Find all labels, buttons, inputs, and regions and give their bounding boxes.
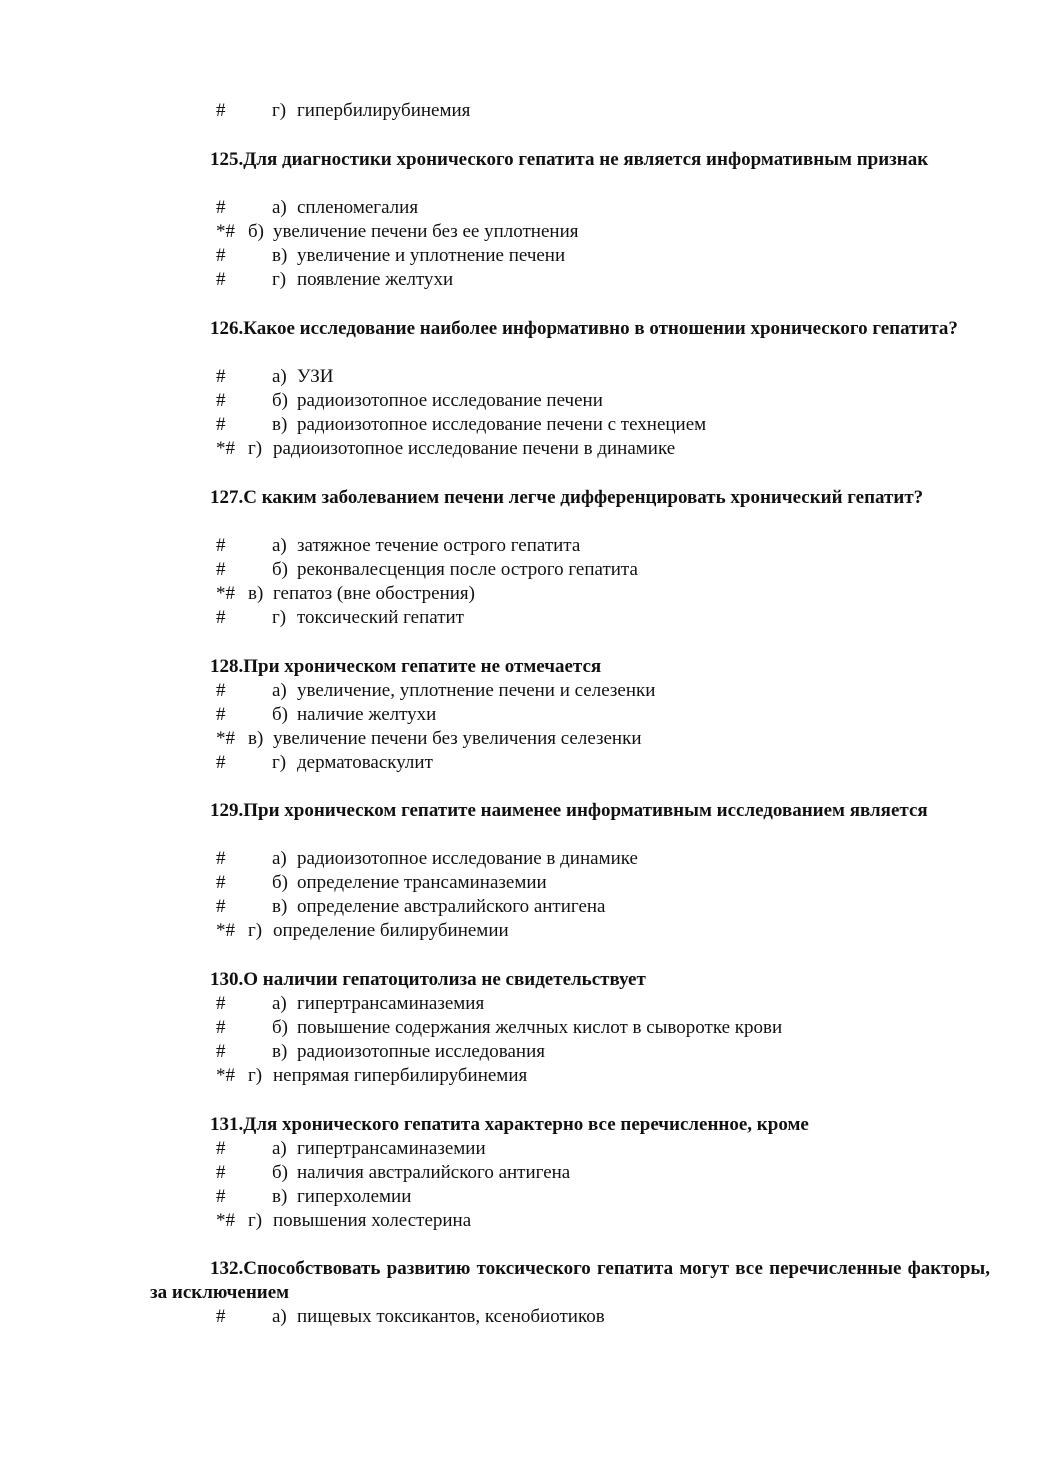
option-letter: г) (248, 1210, 263, 1231)
option-letter: а) (272, 1138, 287, 1159)
option-marker: *# (216, 728, 235, 749)
option-marker: *# (216, 1065, 235, 1086)
answer-option (0, 196, 1039, 220)
question-text: 125.Для диагностики хронического гепатита не является информативным признак (210, 149, 929, 170)
answer-option (0, 99, 1039, 123)
option-letter: а) (272, 366, 287, 387)
option-marker: # (216, 993, 226, 1014)
option-letter: б) (272, 390, 288, 411)
option-letter: г) (248, 438, 263, 459)
answer-option (0, 582, 1039, 606)
option-text: определение австралийского антигена (297, 896, 606, 917)
answer-option (0, 534, 1039, 558)
option-letter: г) (272, 100, 287, 121)
option-marker: # (216, 848, 226, 869)
answer-option (0, 1209, 1039, 1233)
option-marker: # (216, 245, 226, 266)
option-marker: # (216, 1041, 226, 1062)
answer-option (0, 558, 1039, 582)
option-letter: в) (272, 414, 288, 435)
option-marker: # (216, 607, 226, 628)
option-text: радиоизотопное исследование в динамике (297, 848, 638, 869)
option-letter: г) (248, 920, 263, 941)
option-text: наличия австралийского антигена (297, 1162, 571, 1183)
answer-option (0, 1137, 1039, 1161)
option-marker: *# (216, 438, 235, 459)
option-marker: # (216, 1186, 226, 1207)
answer-option (0, 992, 1039, 1016)
option-letter: б) (272, 872, 288, 893)
option-text: определение билирубинемии (273, 920, 509, 941)
option-marker: # (216, 559, 226, 580)
option-letter: а) (272, 993, 287, 1014)
answer-option (0, 751, 1039, 775)
option-text: определение трансаминаземии (297, 872, 547, 893)
option-marker: # (216, 366, 226, 387)
answer-option (0, 919, 1039, 943)
option-letter: б) (248, 221, 264, 242)
answer-option (0, 1064, 1039, 1088)
option-text: увеличение печени без увеличения селезенки (273, 728, 642, 749)
option-text: гипертрансаминаземии (297, 1138, 486, 1159)
answer-option (0, 847, 1039, 871)
option-letter: в) (272, 1186, 288, 1207)
option-marker: # (216, 1138, 226, 1159)
option-marker: # (216, 535, 226, 556)
option-marker: # (216, 100, 226, 121)
question-text: 129.При хроническом гепатите наименее информативным исследованием является (210, 800, 928, 821)
option-marker: # (216, 197, 226, 218)
answer-option (0, 437, 1039, 461)
answer-option (0, 1185, 1039, 1209)
option-letter: а) (272, 535, 287, 556)
question-text: 130.О наличии гепатоцитолиза не свидетельствует (210, 969, 646, 990)
question-text: 128.При хроническом гепатите не отмечается (210, 656, 602, 677)
option-marker: # (216, 680, 226, 701)
option-text: радиоизотопное исследование печени (297, 390, 603, 411)
option-text: гипербилирубинемия (297, 100, 471, 121)
option-text: токсический гепатит (297, 607, 464, 628)
option-marker: # (216, 1306, 226, 1327)
option-marker: *# (216, 1210, 235, 1231)
option-letter: в) (272, 245, 288, 266)
option-text: пищевых токсикантов, ксенобиотиков (297, 1306, 605, 1327)
option-text: дерматоваскулит (297, 752, 433, 773)
option-text: увеличение печени без ее уплотнения (273, 221, 579, 242)
option-text: радиоизотопное исследование печени с технецием (297, 414, 707, 435)
option-text: радиоизотопные исследования (297, 1041, 546, 1062)
option-letter: а) (272, 848, 287, 869)
option-text: реконвалесценция после острого гепатита (297, 559, 638, 580)
answer-option (0, 268, 1039, 292)
answer-option (0, 220, 1039, 244)
option-text: появление желтухи (297, 269, 454, 290)
answer-option (0, 389, 1039, 413)
option-marker: # (216, 704, 226, 725)
option-letter: а) (272, 680, 287, 701)
option-letter: б) (272, 1017, 288, 1038)
option-letter: г) (248, 1065, 263, 1086)
option-letter: а) (272, 1306, 287, 1327)
option-text: гиперхолемии (297, 1186, 412, 1207)
option-text: увеличение, уплотнение печени и селезенки (297, 680, 656, 701)
answer-option (0, 606, 1039, 630)
option-text: затяжное течение острого гепатита (297, 535, 581, 556)
option-text: наличие желтухи (297, 704, 437, 725)
option-letter: г) (272, 269, 287, 290)
option-letter: б) (272, 1162, 288, 1183)
option-letter: а) (272, 197, 287, 218)
answer-option (0, 1161, 1039, 1185)
option-marker: # (216, 390, 226, 411)
answer-option (0, 244, 1039, 268)
option-letter: в) (272, 896, 288, 917)
answer-option (0, 413, 1039, 437)
option-text: увеличение и уплотнение печени (297, 245, 566, 266)
option-letter: б) (272, 704, 288, 725)
answer-option (0, 679, 1039, 703)
option-marker: # (216, 1017, 226, 1038)
answer-option (0, 1040, 1039, 1064)
option-text: гипертрансаминаземия (297, 993, 485, 1014)
option-text: радиоизотопное исследование печени в динамике (273, 438, 676, 459)
answer-option (0, 1305, 1039, 1329)
option-marker: # (216, 752, 226, 773)
answer-option (0, 871, 1039, 895)
question-text: 126.Какое исследование наиболее информативно в отношении хронического гепатита? (210, 318, 958, 339)
option-letter: г) (272, 752, 287, 773)
option-text: УЗИ (297, 366, 334, 387)
option-marker: # (216, 896, 226, 917)
answer-option (0, 727, 1039, 751)
option-letter: б) (272, 559, 288, 580)
option-text: повышение содержания желчных кислот в сыворотке крови (297, 1017, 783, 1038)
answer-option (0, 1016, 1039, 1040)
option-letter: в) (272, 1041, 288, 1062)
question-text: 132.Способствовать развитию токсического гепатита могут все перечисленные факторы, за исключением (150, 1258, 990, 1303)
option-marker: *# (216, 920, 235, 941)
option-marker: *# (216, 583, 235, 604)
option-letter: в) (248, 583, 264, 604)
option-text: спленомегалия (297, 197, 419, 218)
answer-option (0, 895, 1039, 919)
question-text: 127.С каким заболеванием печени легче дифференцировать хронический гепатит? (210, 487, 924, 508)
option-marker: *# (216, 221, 235, 242)
option-letter: в) (248, 728, 264, 749)
option-text: гепатоз (вне обострения) (273, 583, 475, 604)
option-letter: г) (272, 607, 287, 628)
option-text: повышения холестерина (273, 1210, 472, 1231)
option-marker: # (216, 269, 226, 290)
option-marker: # (216, 414, 226, 435)
question-text: 131.Для хронического гепатита характерно все перечисленное, кроме (210, 1114, 809, 1135)
option-marker: # (216, 872, 226, 893)
answer-option (0, 365, 1039, 389)
answer-option (0, 703, 1039, 727)
option-marker: # (216, 1162, 226, 1183)
option-text: непрямая гипербилирубинемия (273, 1065, 528, 1086)
